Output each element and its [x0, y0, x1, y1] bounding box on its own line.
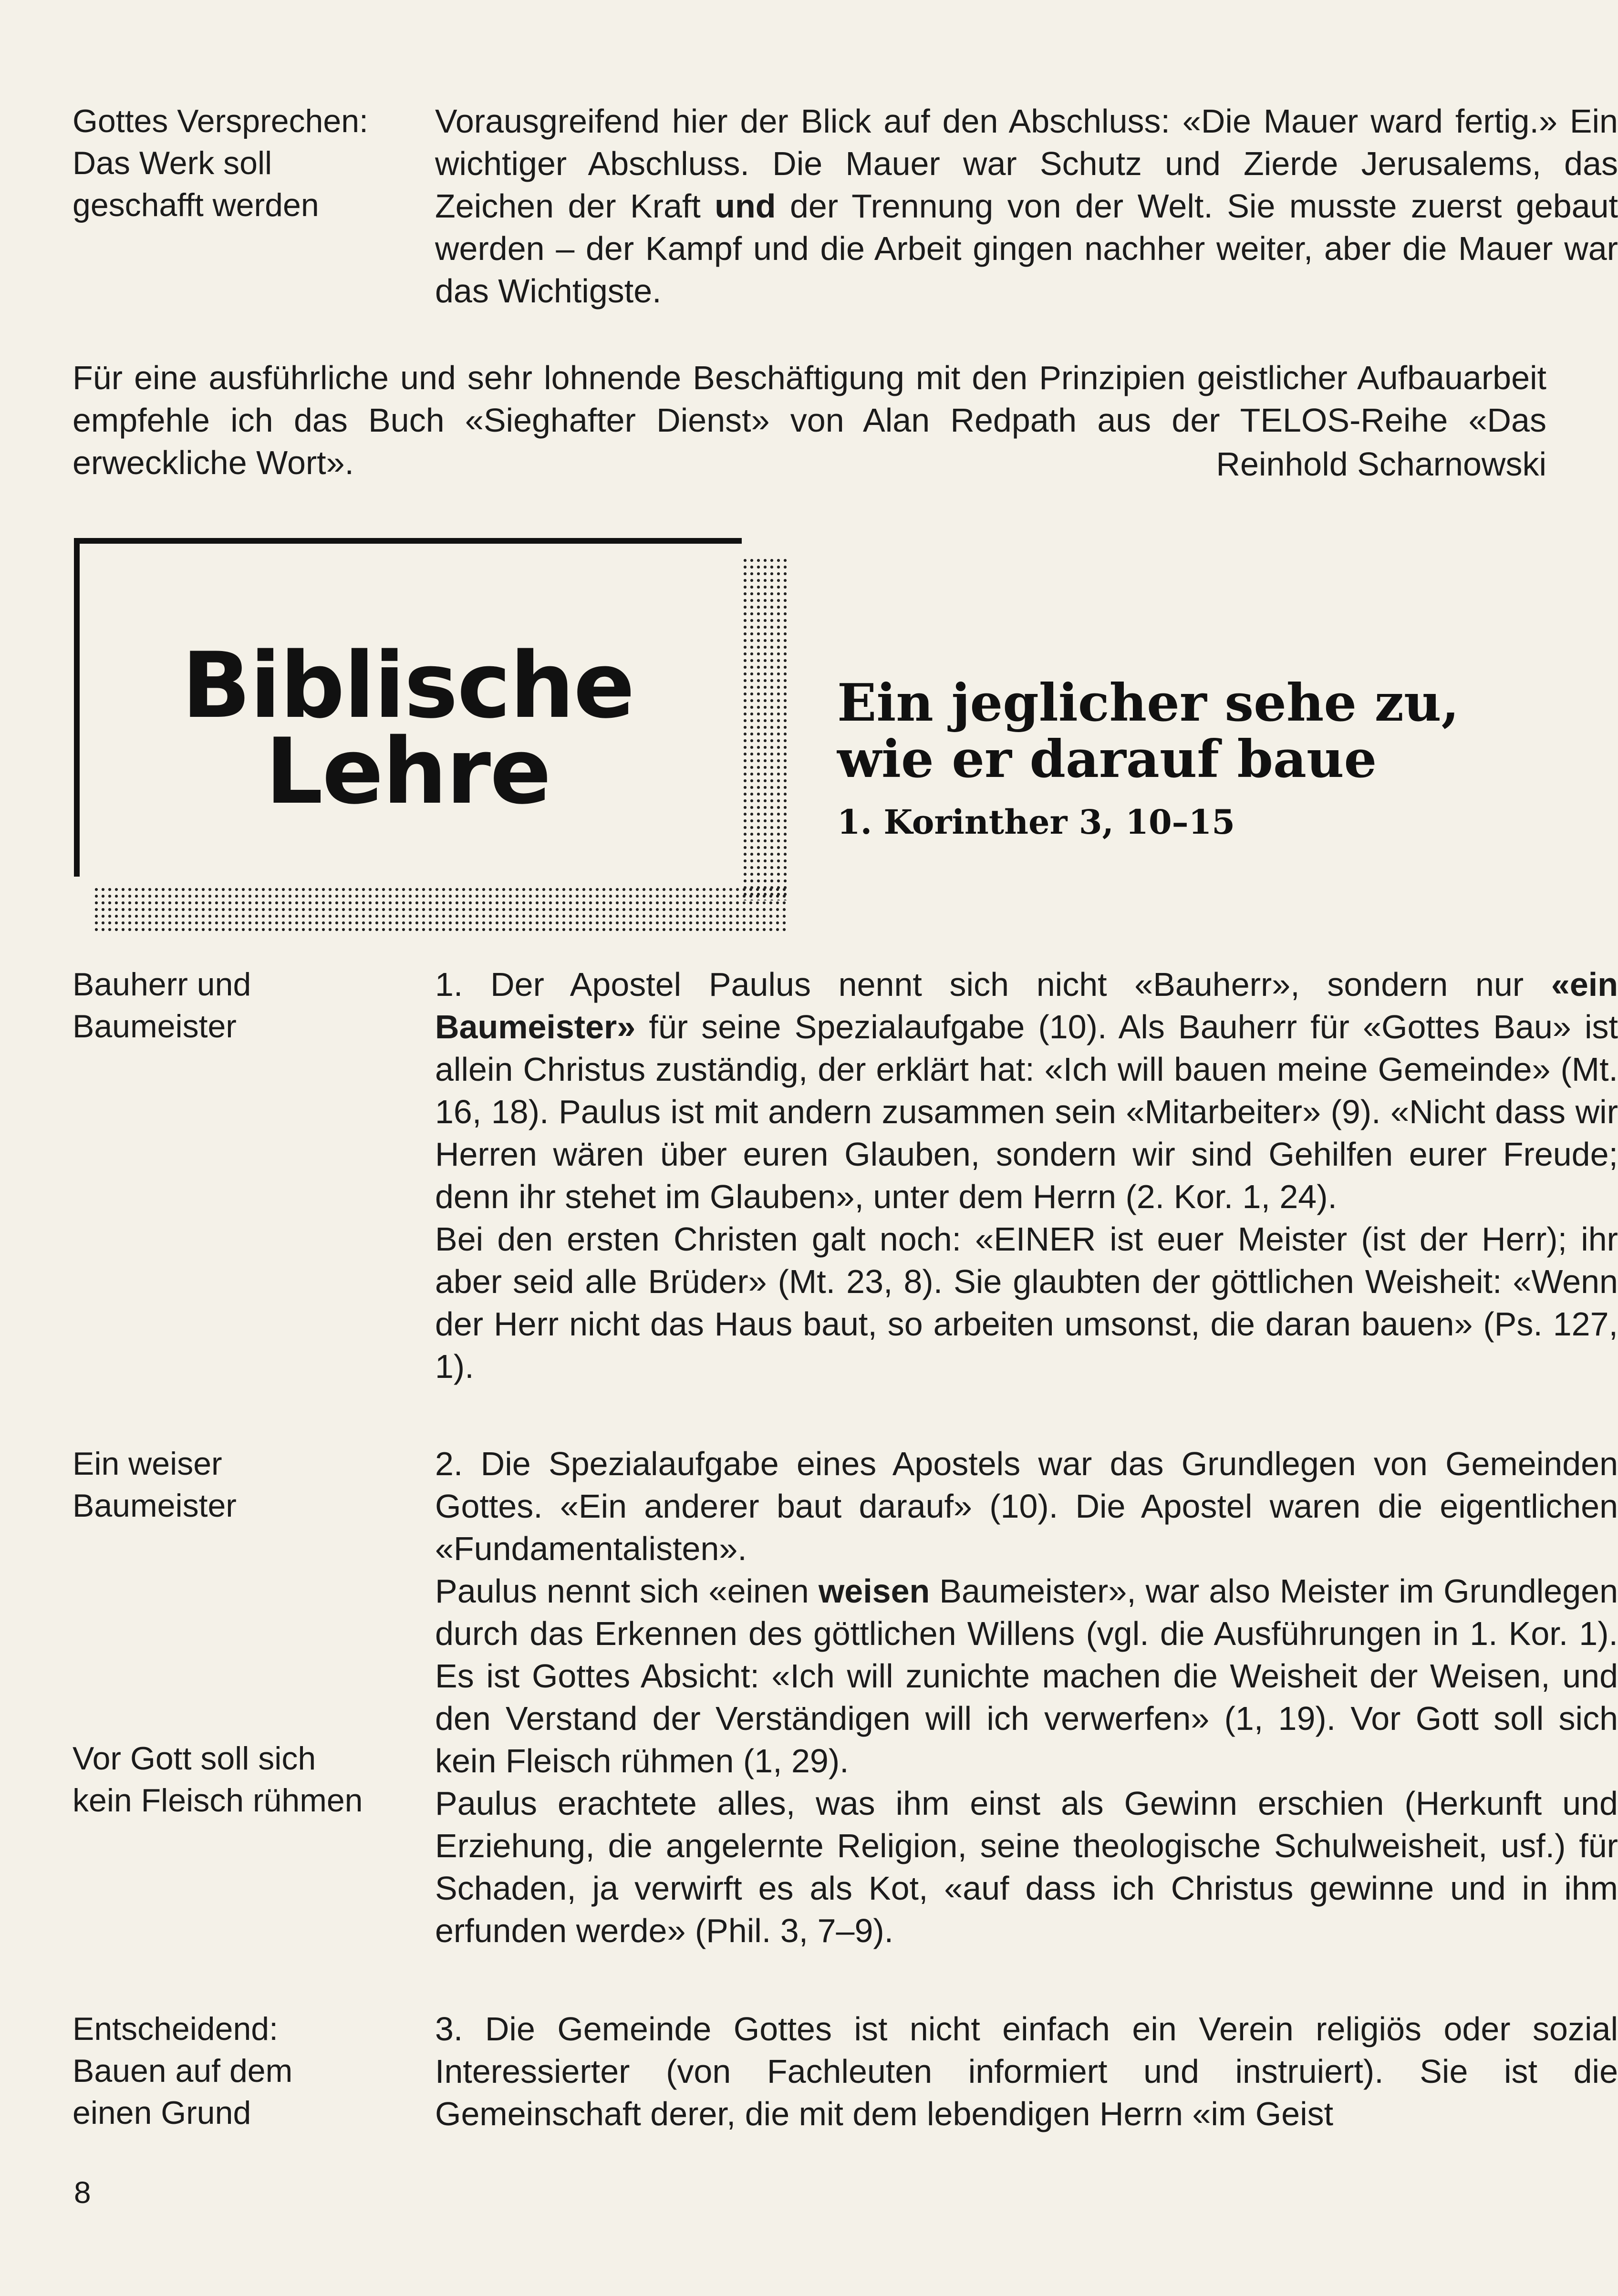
- margin-note-line: Bauen auf dem: [73, 2053, 293, 2089]
- recommendation-text: Für eine ausführliche und sehr lohnende Beschäftigung mit den Prinzipien geistlicher Aufbauarbeit empfehle ich das Buch «Sieghafter Dienst» von Alan Redpath aus der TELOS-Reihe «Das erweckliche Wort».: [73, 359, 1546, 481]
- paragraph: Paulus erachtete alles, was ihm einst als Gewinn erschien (Herkunft und Erziehung, die angelernte Religion, seine theologische Schulweisheit, usf.) für Schaden, ja verwirft es als Kot, «auf dass ich Christus gewinne und in ihm erfunden werde» (Phil. 3, 7–9).: [435, 1785, 1618, 1949]
- margin-note-line: Baumeister: [73, 1488, 237, 1524]
- paragraph-text: Baumeister», war also Meister im Grundlegen durch das Erkennen des göttlichen Willens (vgl. die Ausführungen in 1. Kor. 1). Es ist Gottes Absicht: «Ich will zunichte machen die Weisheit der Weisen, und den Verstand der Verständigen will ich verwerfen» (1, 19). Vor Gott soll sich kein Fleisch rühmen (1, 29).: [435, 1572, 1618, 1779]
- margin-note: [73, 2008, 416, 2134]
- box-shadow-right: [742, 557, 789, 900]
- block-bauherr: [73, 963, 1618, 1431]
- block-entscheidend: [73, 2008, 1618, 2151]
- margin-note: [73, 963, 416, 1047]
- margin-note-line: Das Werk soll: [73, 145, 272, 181]
- logo-line: Biblische: [181, 633, 634, 738]
- margin-note-line: Bauherr und: [73, 966, 251, 1003]
- intro-bold-word: und: [715, 187, 776, 225]
- margin-note-line: Gottes Versprechen:: [73, 103, 368, 139]
- box-shadow-bottom: [93, 886, 789, 934]
- recommendation-paragraph: [73, 357, 1546, 486]
- page-number: 8: [74, 2175, 91, 2210]
- margin-note-line: kein Fleisch rühmen: [73, 1782, 363, 1819]
- intro-section: [73, 100, 1618, 320]
- margin-note-line: Entscheidend:: [73, 2011, 278, 2047]
- margin-note-line: geschafft werden: [73, 187, 319, 223]
- intro-text: Vorausgreifend hier der Blick auf den Abschluss: «Die Mauer ward fertig.» Ein wichtiger Abschluss. Die Mauer war Schutz und Zierde Jerusalems, das Zeichen der Kraft: [435, 103, 1618, 225]
- margin-note-line: einen Grund: [73, 2095, 251, 2131]
- paragraph: 2. Die Spezialaufgabe eines Apostels war das Grundlegen von Gemeinden Gottes. «Ein anderer baut darauf» (10). Die Apostel waren die eigentlichen «Fundamentalisten».: [435, 1445, 1618, 1567]
- margin-note-line: Vor Gott soll sich: [73, 1740, 316, 1777]
- logo-line: Lehre: [265, 719, 550, 824]
- section-logo-title: [74, 633, 742, 824]
- paragraph-text: 1. Der Apostel Paulus nennt sich nicht «Bauherr», sondern nur: [435, 966, 1551, 1003]
- intro-text-rest: der Trennung von der Welt. Sie musste zuerst gebaut werden – der Kampf und die Arbeit gingen nachher weiter, aber die Mauer war das Wichtigste.: [435, 187, 1618, 310]
- paragraph: 3. Die Gemeinde Gottes ist nicht einfach ein Verein religiös oder sozial Interessierter (von Fachleuten informiert und instruiert). Sie ist die Gemeinschaft derer, die mit dem lebendigen Herrn «im Geist: [435, 2010, 1618, 2132]
- section-logo-box: [74, 538, 780, 891]
- paragraph-text: für seine Spezialaufgabe (10). Als Bauherr für «Gottes Bau» ist allein Christus zuständig, der erklärt hat: «Ich will bauen meine Gemeinde» (Mt. 16, 18). Paulus ist mit andern zusammen sein «Mitarbeiter» (9). «Nicht dass wir Herren wären über euren Glauben, sondern wir sind Gehilfen eurer Freude; denn ihr stehet im Glauben», unter dem Herrn (2. Kor. 1, 24).: [435, 1008, 1618, 1215]
- intro-paragraph: [435, 100, 1618, 312]
- margin-note: [73, 1443, 416, 1527]
- bold-word: weisen: [818, 1572, 930, 1610]
- paragraph: [435, 1570, 1618, 1782]
- article-heading: [837, 675, 1553, 844]
- scripture-reference: 1. Korinther 3, 10–15: [837, 802, 1235, 842]
- intro-margin-note: [73, 100, 416, 226]
- paragraph: [435, 963, 1618, 1218]
- bold-phrase: «ein Baumeister»: [435, 966, 1618, 1045]
- margin-note-line: Ein weiser: [73, 1446, 222, 1482]
- block-text: [435, 963, 1618, 1388]
- author-signature: Reinhold Scharnowski: [1216, 445, 1546, 483]
- block-text: [435, 1443, 1618, 1952]
- paragraph: Bei den ersten Christen galt noch: «EINER ist euer Meister (ist der Herr); ihr aber seid alle Brüder» (Mt. 23, 8). Sie glaubten der göttlichen Weisheit: «Wenn der Herr nicht das Haus baut, so arbeiten umsonst, die daran bauen» (Ps. 127, 1).: [435, 1220, 1618, 1385]
- margin-note-2: [73, 1738, 416, 1821]
- paragraph-text: Paulus nennt sich «einen: [435, 1572, 819, 1610]
- margin-note-line: Baumeister: [73, 1008, 237, 1045]
- block-weiser-baumeister: [73, 1443, 1618, 1986]
- block-text: [435, 2008, 1618, 2135]
- heading-line: Ein jeglicher sehe zu,: [837, 673, 1460, 733]
- heading-line: wie er darauf baue: [837, 729, 1377, 789]
